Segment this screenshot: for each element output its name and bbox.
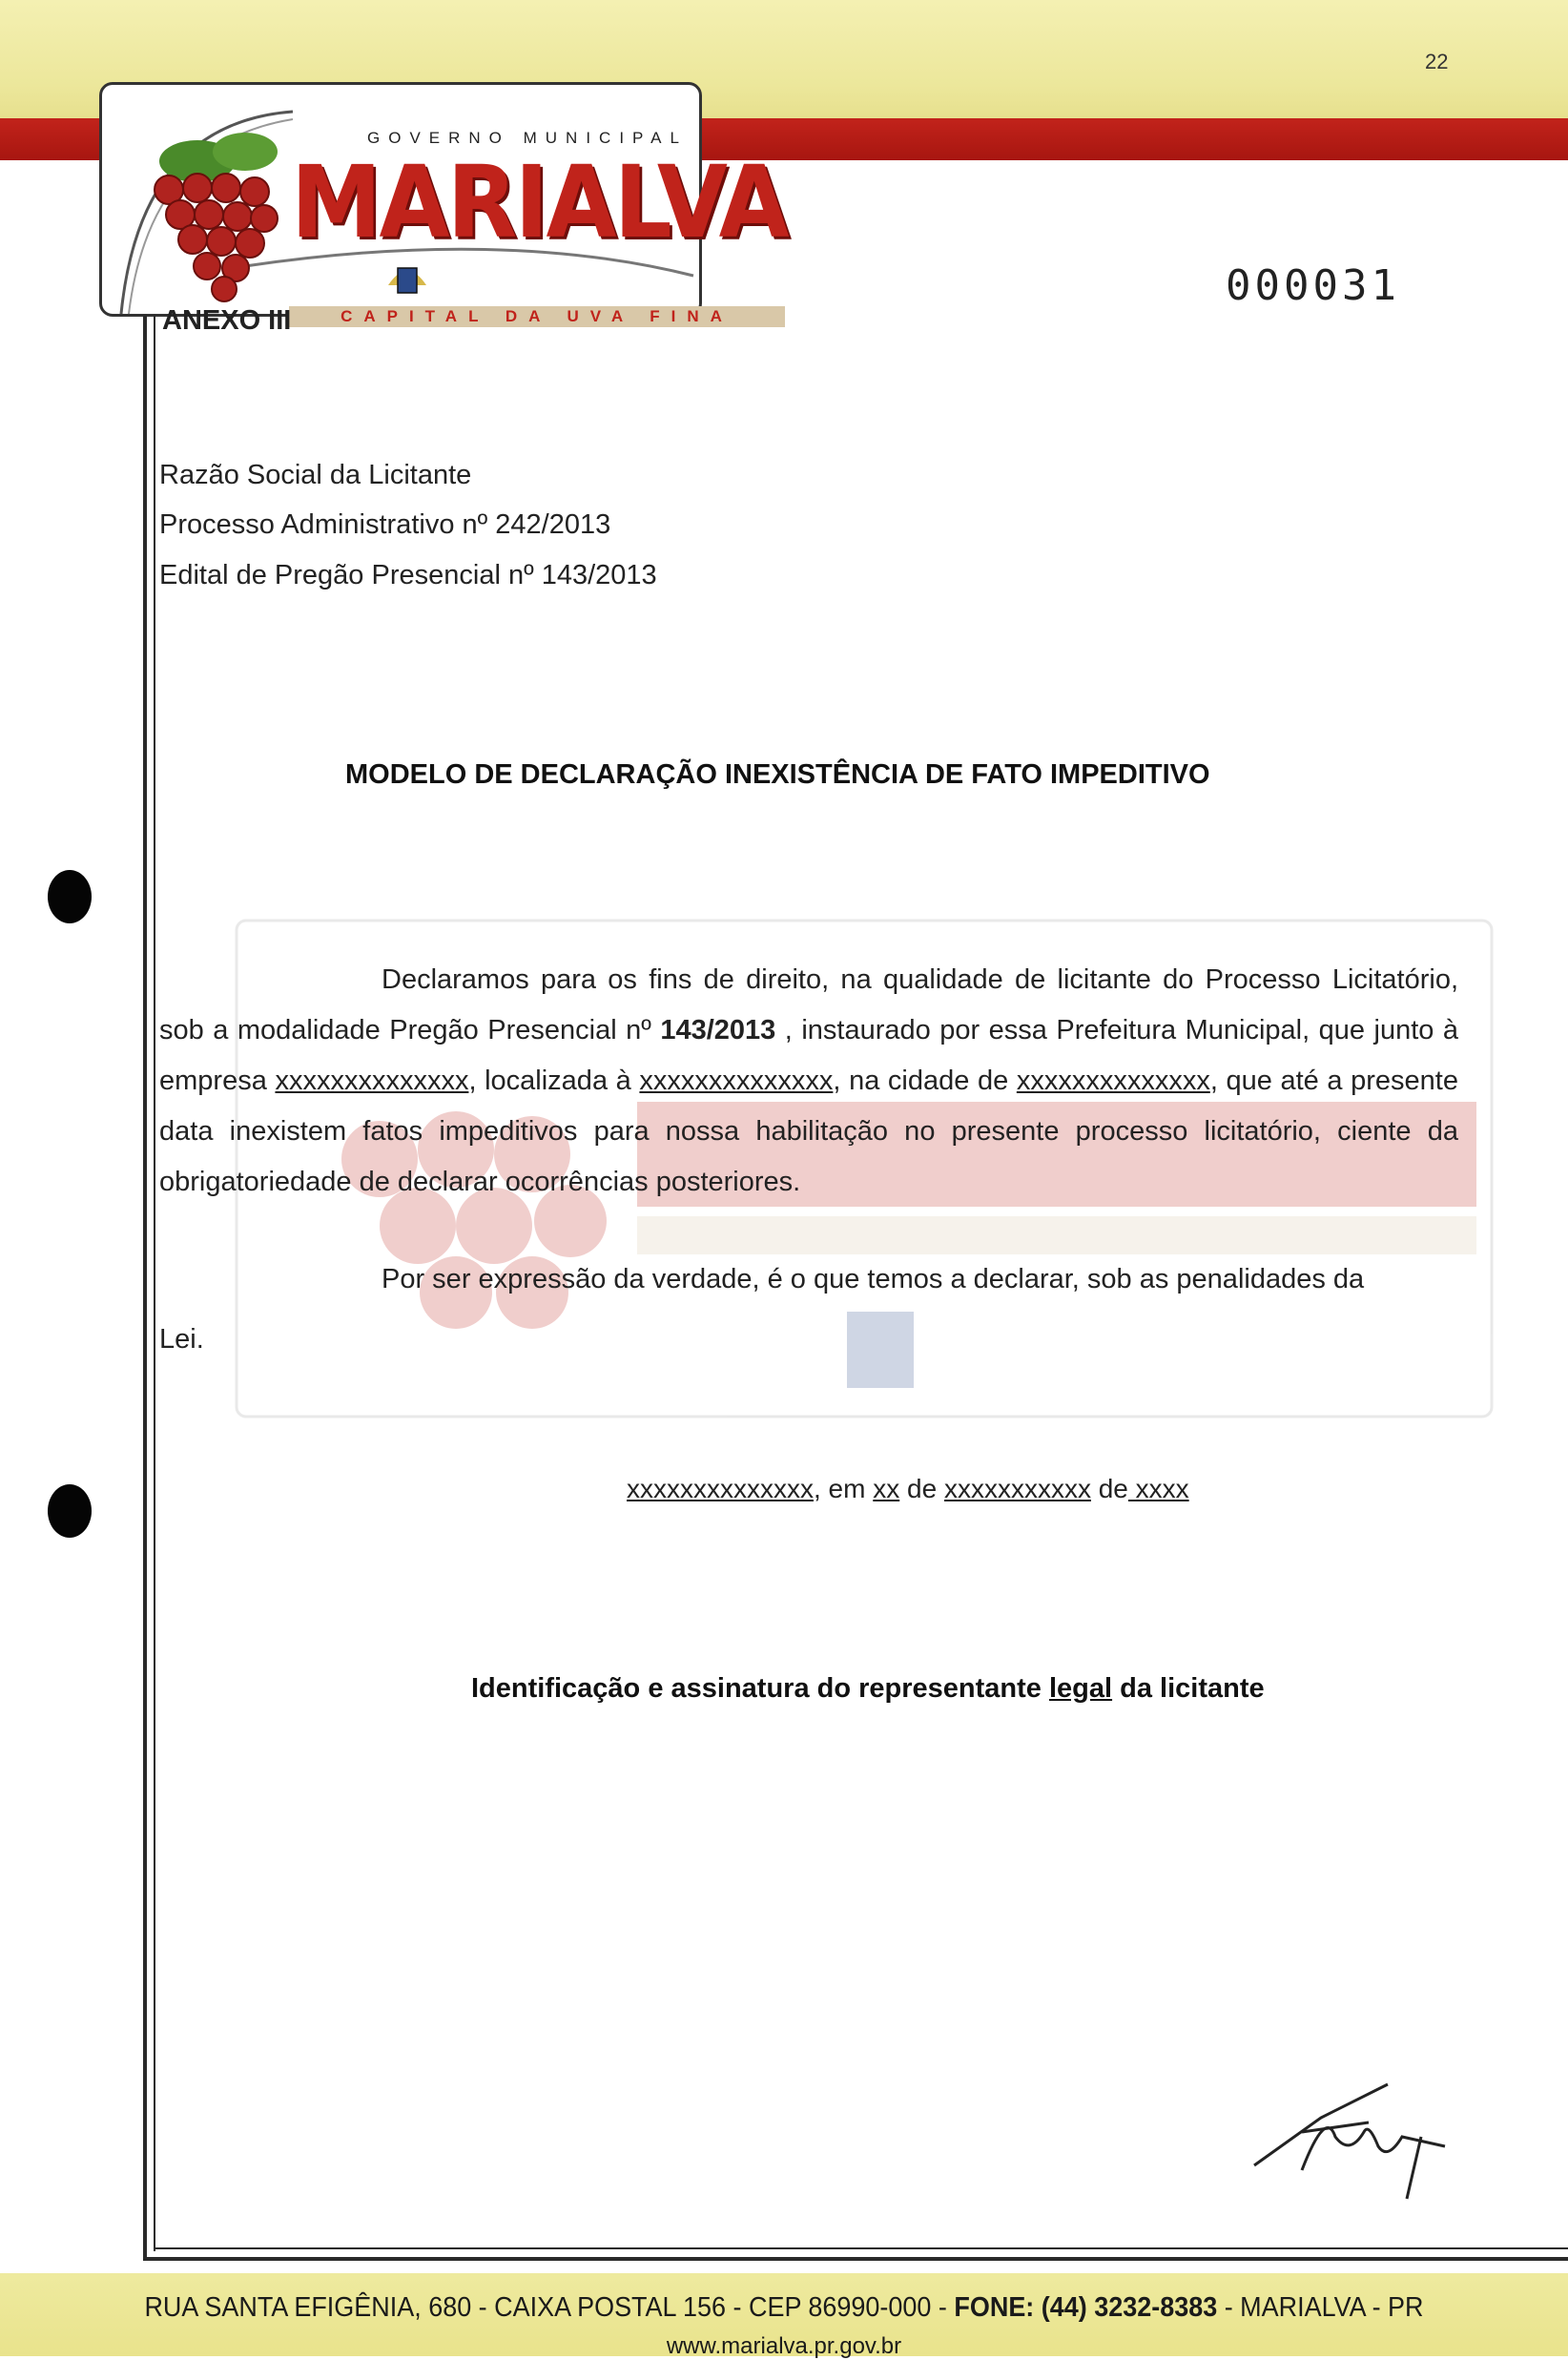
logo-gov-line: GOVERNO MUNICIPAL	[367, 129, 688, 147]
signature-caption-text: da licitante	[1112, 1673, 1265, 1704]
signature-caption-text: Identificação e assinatura do representante	[471, 1673, 1049, 1704]
company-placeholder: xxxxxxxxxxxxxx	[275, 1066, 469, 1096]
closing-statement-end: Lei.	[159, 1324, 204, 1355]
address-placeholder: xxxxxxxxxxxxxx	[639, 1066, 834, 1096]
date-text: de	[1090, 1474, 1128, 1503]
field-process-number: Processo Administrativo nº 242/2013	[159, 509, 611, 540]
date-text: , em	[814, 1474, 874, 1503]
paragraph-text: , instaurado por essa Prefeitura Municipal, que junto à empresa	[159, 1015, 1458, 1096]
footer-website: www.marialva.pr.gov.br	[666, 2333, 902, 2359]
page-number: 22	[1425, 50, 1449, 73]
signature-caption-legal: legal	[1048, 1673, 1113, 1704]
bottom-rule	[143, 2257, 1568, 2261]
date-text: de	[899, 1474, 944, 1503]
paragraph-text: , na cidade de	[833, 1066, 1017, 1096]
closing-statement: Por ser expressão da verdade, é o que temos a declarar, sob as penalidades da	[382, 1264, 1365, 1294]
footer-city: - MARIALVA - PR	[1217, 2292, 1424, 2323]
city-placeholder: xxxxxxxxxxxxxx	[1016, 1066, 1210, 1096]
binder-hole	[48, 1484, 92, 1538]
paragraph-text: , que até a presente data inexistem fatos impeditivos para nossa habilitação no presente processo licitatório, ciente da obrigatoriedade de declarar ocorrências posteriores.	[159, 1066, 1458, 1197]
handwritten-initials	[1245, 2080, 1464, 2204]
left-margin-rule-inner	[154, 315, 155, 2251]
footer-address-text: RUA SANTA EFIGÊNIA, 680 - CAIXA POSTAL 156 - CEP 86990-000 -	[144, 2292, 955, 2323]
left-margin-rule	[143, 315, 147, 2261]
field-company-name: Razão Social da Licitante	[159, 460, 472, 490]
footer-phone: FONE: (44) 3232-8383	[954, 2292, 1218, 2323]
month-placeholder: xxxxxxxxxxx	[943, 1474, 1091, 1503]
field-edital-number: Edital de Pregão Presencial nº 143/2013	[159, 560, 657, 590]
paragraph-text: , localizada à	[468, 1066, 640, 1096]
annex-label: ANEXO III	[162, 305, 292, 336]
declaration-paragraph	[159, 955, 1458, 1208]
edital-number-bold: 143/2013	[660, 1015, 776, 1045]
logo-tagline: CAPITAL DA UVA FINA	[289, 306, 785, 327]
signature-caption	[471, 1673, 1265, 1705]
place-date-line	[627, 1474, 1189, 1504]
paragraph-text: Declaramos para os fins de direito, na qualidade de licitante do Processo Licitatório, sob a modalidade Pregão Presencial nº	[159, 964, 1458, 1045]
footer-address	[55, 2292, 1514, 2324]
document-number: 000031	[1226, 261, 1400, 310]
document-title: MODELO DE DECLARAÇÃO INEXISTÊNCIA DE FATO IMPEDITIVO	[345, 759, 1210, 790]
bottom-rule-inner	[154, 2247, 1568, 2249]
day-placeholder: xx	[873, 1474, 900, 1503]
logo-name: MARIALVA	[291, 144, 787, 260]
year-placeholder: xxxx	[1127, 1474, 1189, 1503]
place-placeholder: xxxxxxxxxxxxxx	[627, 1474, 814, 1503]
binder-hole	[48, 870, 92, 923]
